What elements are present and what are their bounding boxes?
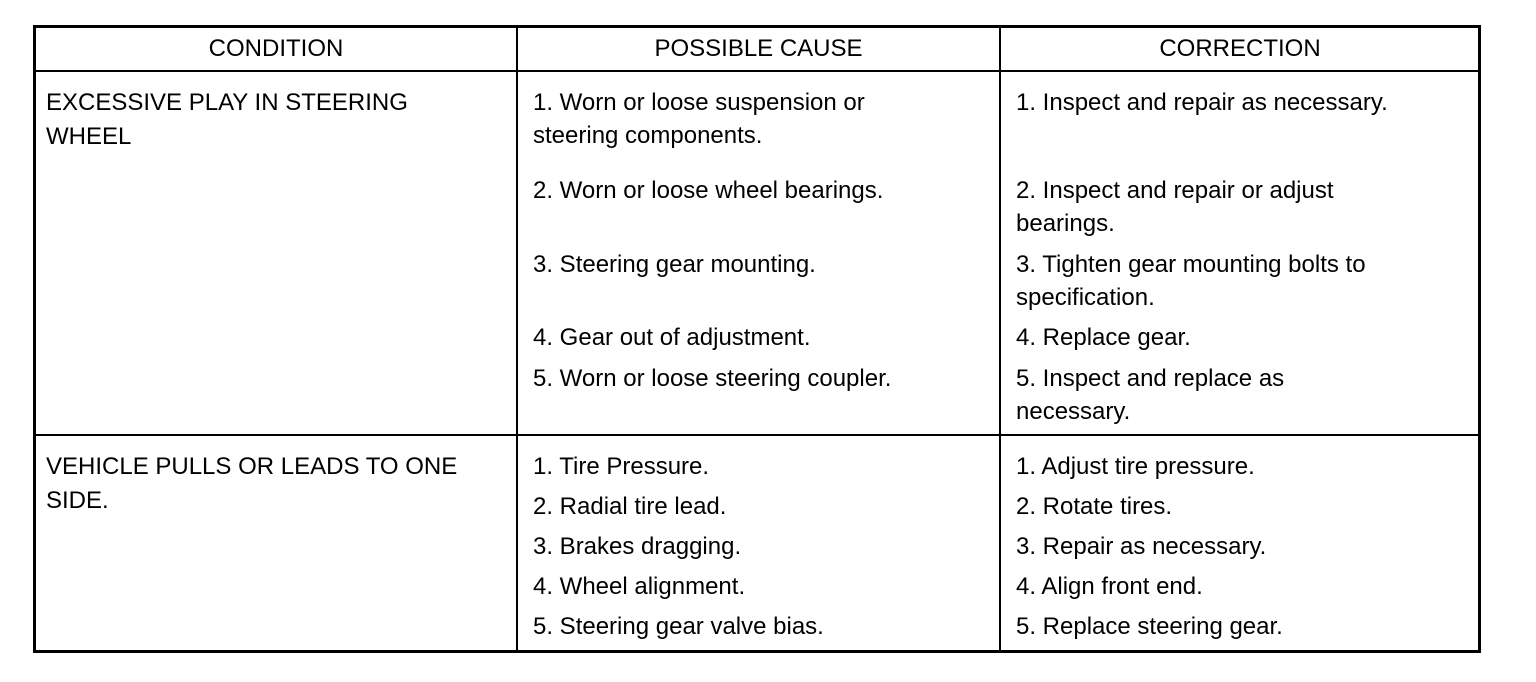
column-divider <box>516 28 518 650</box>
condition-cell: EXCESSIVE PLAY IN STEERING WHEEL <box>46 89 408 150</box>
cause-item <box>533 570 745 603</box>
cause-item <box>533 174 883 207</box>
correction-item <box>1016 86 1388 119</box>
correction-line: 3. Repair as necessary. <box>1016 533 1267 560</box>
header-condition: CONDITION <box>208 35 344 62</box>
cause-line: 2. Worn or loose wheel bearings. <box>533 177 884 204</box>
correction-item <box>1016 248 1366 314</box>
correction-line: bearings. <box>1016 210 1115 237</box>
cause-item <box>533 362 891 395</box>
header-possible-cause: POSSIBLE CAUSE <box>654 35 863 62</box>
cause-line: 5. Steering gear valve bias. <box>533 613 824 640</box>
correction-line: specification. <box>1016 284 1155 311</box>
cause-line: 5. Worn or loose steering coupler. <box>533 365 892 392</box>
cause-line: 1. Tire Pressure. <box>533 453 710 480</box>
cause-item <box>533 610 824 643</box>
correction-line: 4. Replace gear. <box>1016 324 1191 351</box>
cause-line: steering components. <box>533 122 763 149</box>
correction-item <box>1016 450 1255 483</box>
correction-item <box>1016 530 1266 563</box>
cause-item <box>533 490 726 523</box>
correction-line: 2. Rotate tires. <box>1016 493 1173 520</box>
cause-line: 2. Radial tire lead. <box>533 493 727 520</box>
correction-line: 2. Inspect and repair or adjust <box>1016 177 1334 204</box>
row-divider <box>36 434 1478 436</box>
correction-line: 5. Replace steering gear. <box>1016 613 1283 640</box>
correction-item <box>1016 570 1203 603</box>
cause-item <box>533 248 816 281</box>
cause-item <box>533 86 865 152</box>
cause-item <box>533 530 741 563</box>
correction-item <box>1016 490 1172 523</box>
cause-line: 4. Wheel alignment. <box>533 573 746 600</box>
cause-item <box>533 450 709 483</box>
correction-line: necessary. <box>1016 398 1131 425</box>
cause-line: 1. Worn or loose suspension or <box>533 89 865 116</box>
correction-item <box>1016 174 1334 240</box>
column-divider <box>999 28 1001 650</box>
correction-line: 3. Tighten gear mounting bolts to <box>1016 251 1366 278</box>
correction-line: 1. Adjust tire pressure. <box>1016 453 1255 480</box>
correction-item <box>1016 321 1191 354</box>
cause-item <box>533 321 811 354</box>
correction-line: 1. Inspect and repair as necessary. <box>1016 89 1388 116</box>
correction-item <box>1016 610 1283 643</box>
cause-line: 4. Gear out of adjustment. <box>533 324 811 351</box>
correction-line: 5. Inspect and replace as <box>1016 365 1285 392</box>
condition-cell: VEHICLE PULLS OR LEADS TO ONE SIDE. <box>46 453 458 514</box>
header-correction: CORRECTION <box>1159 35 1321 62</box>
header-divider <box>36 70 1478 72</box>
correction-item <box>1016 362 1284 428</box>
cause-line: 3. Steering gear mounting. <box>533 251 816 278</box>
cause-line: 3. Brakes dragging. <box>533 533 742 560</box>
diagnosis-table <box>33 25 1481 653</box>
correction-line: 4. Align front end. <box>1016 573 1203 600</box>
